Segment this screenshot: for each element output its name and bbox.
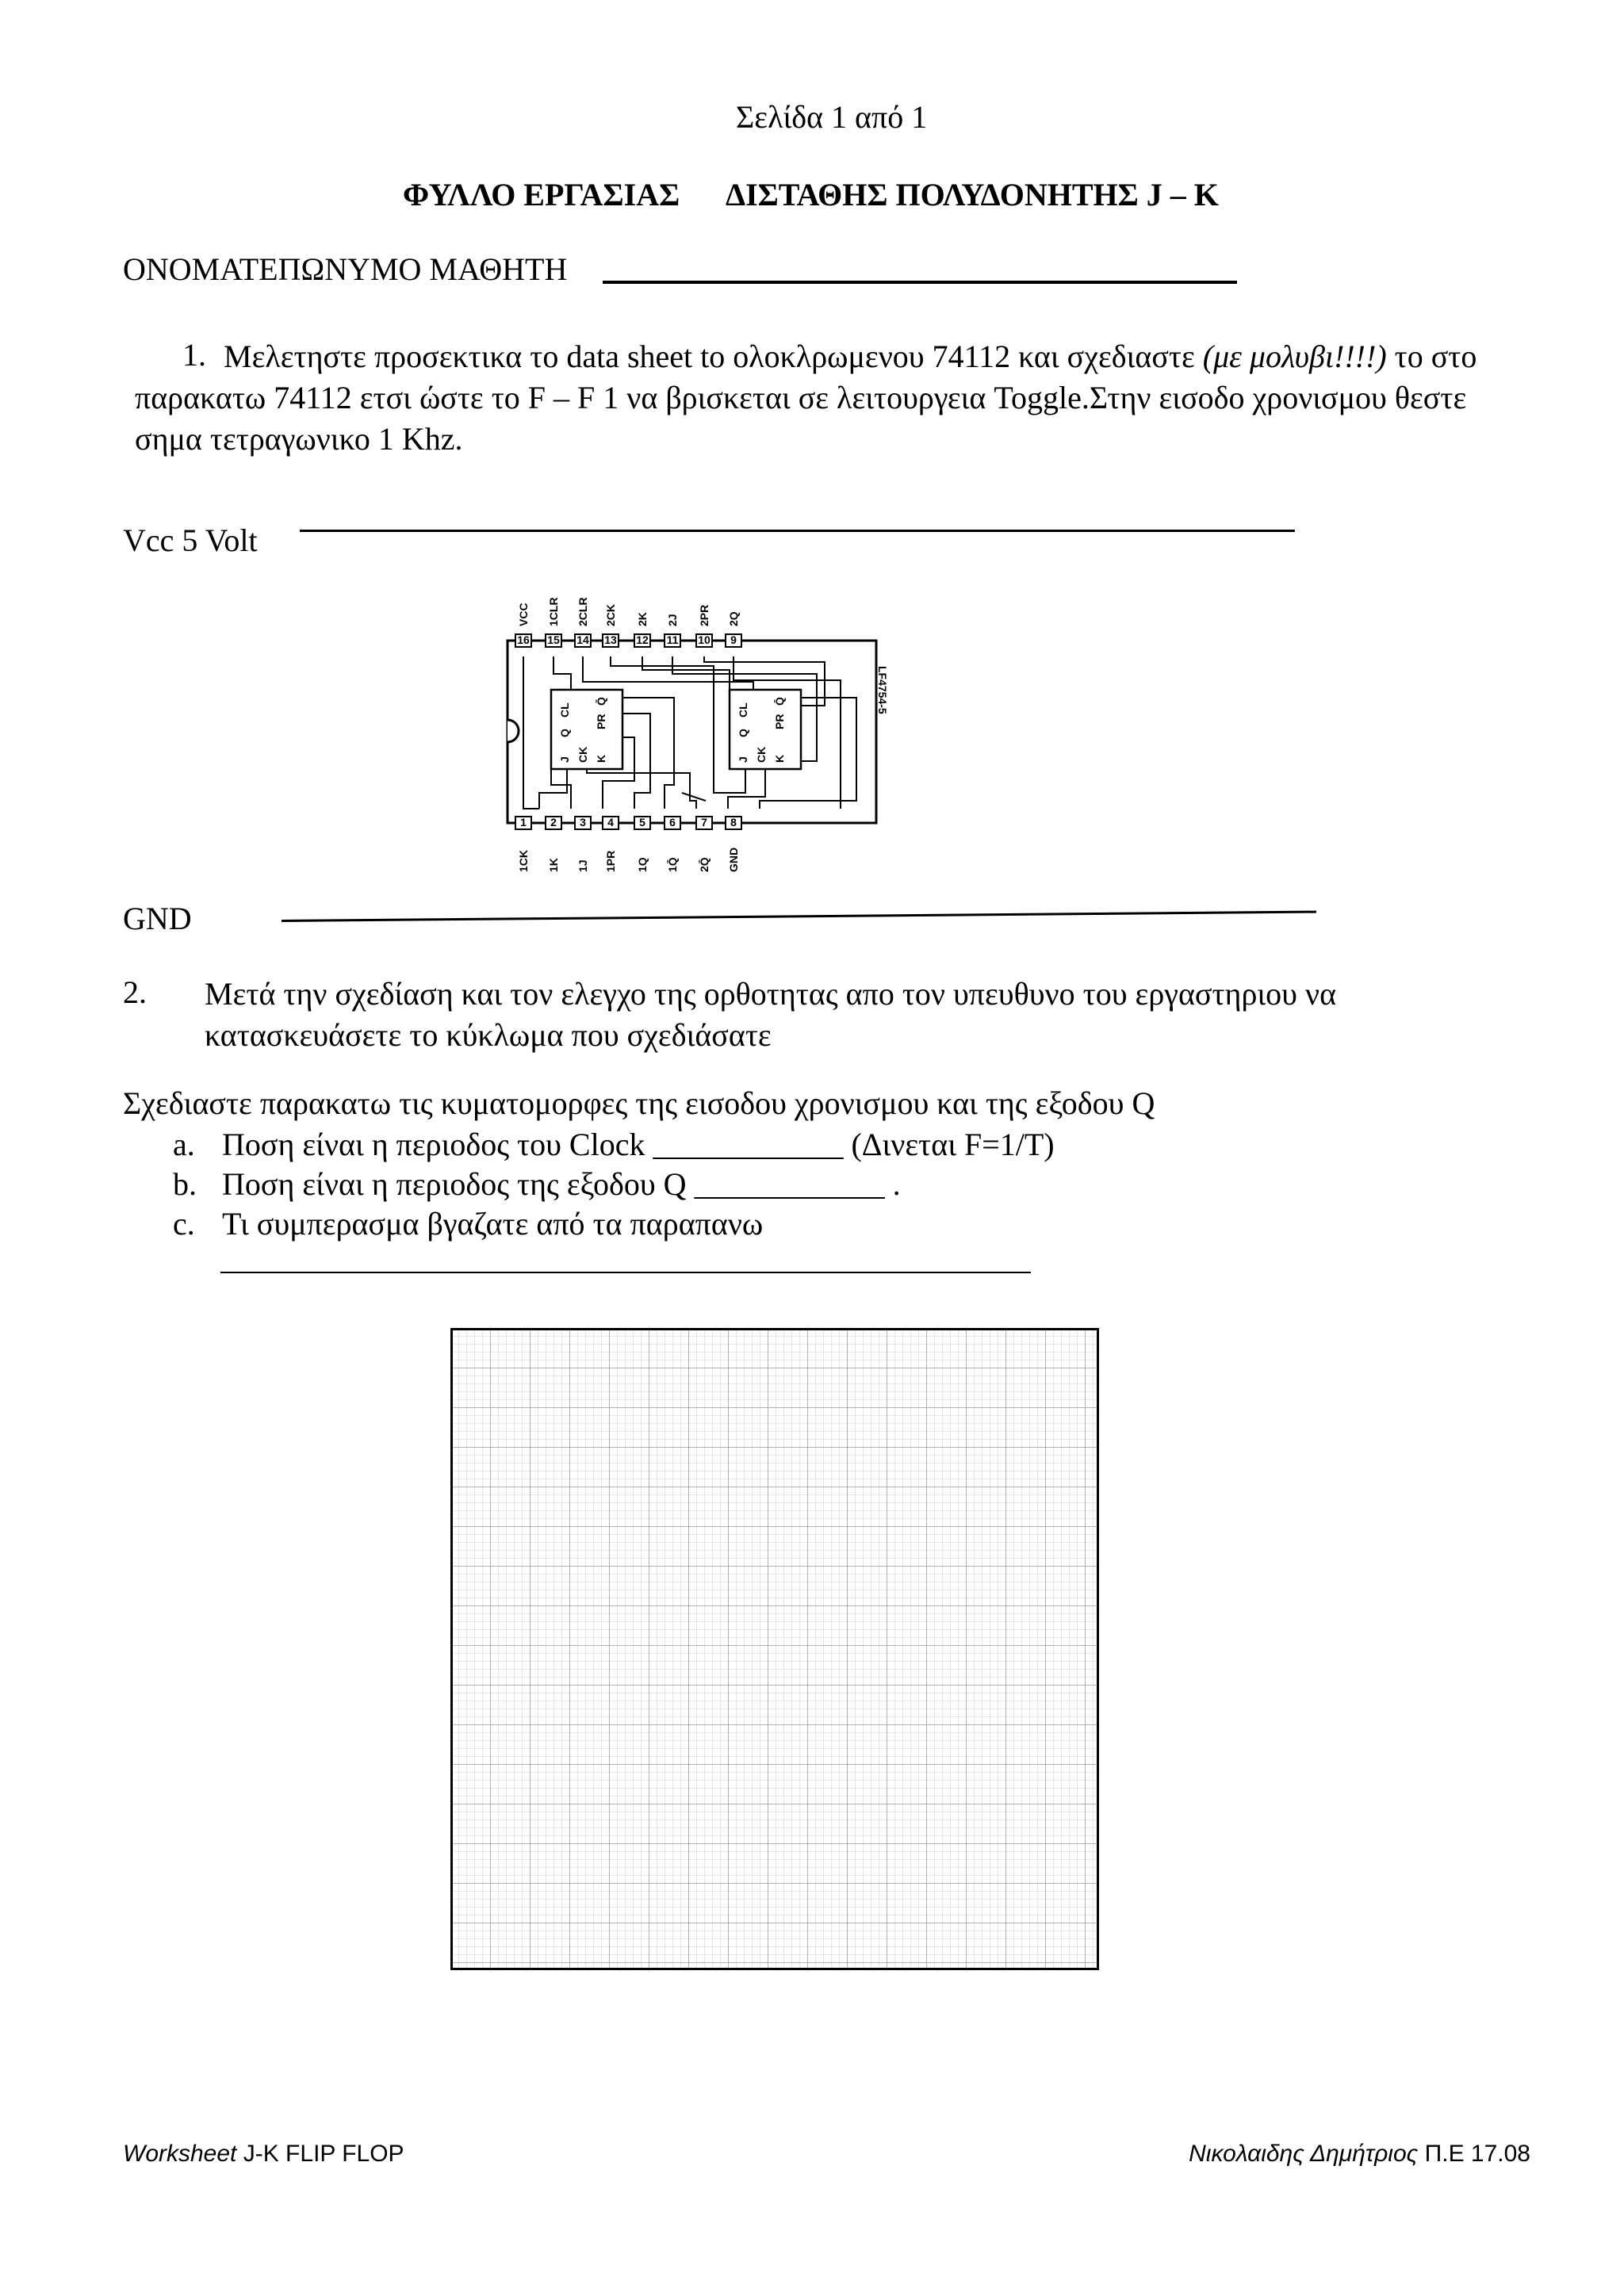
gnd-label: GND — [123, 901, 192, 936]
footer-left-plain: J-K FLIP FLOP — [236, 2141, 404, 2167]
footer-right-italic: Νικολαιδης Δημήτριος — [1189, 2141, 1419, 2167]
sub-item-a-text: Ποση είναι η περιοδος του Clock ____________ (Δινεται F=1/T) — [222, 1127, 1055, 1162]
bottom-pin-label: 1Q — [636, 857, 649, 872]
page-number: Σελίδα 1 από 1 — [736, 99, 928, 135]
ff2-label: PR — [773, 714, 786, 729]
bottom-pin-number: 8 — [730, 816, 737, 828]
ff1-label: K — [595, 754, 607, 763]
ff1-label: CK — [576, 746, 589, 763]
ff1-label: CL — [558, 702, 571, 718]
sub-item-c-letter: c. — [173, 1206, 195, 1242]
sub-item-c-text: Τι συμπερασμα βγαζατε από τα παραπανω — [222, 1206, 764, 1242]
bottom-pin-number: 4 — [607, 816, 614, 828]
flip-flop-labels — [558, 697, 786, 763]
student-name-field[interactable] — [603, 281, 1237, 284]
top-pin-number: 13 — [604, 633, 617, 646]
ff2-label: Q̄ — [773, 697, 786, 706]
top-pin-number: 15 — [547, 633, 560, 646]
q1-text-a: Μελετηστε προσεκτικα το data sheet to ολοκλρωμενου 74112 και σχεδιαστε — [224, 339, 1203, 374]
sub-item-a-letter: a. — [173, 1127, 195, 1162]
ff2-label: J — [737, 756, 749, 763]
bottom-pin-label: 1PR — [604, 850, 617, 872]
top-pin-label: 2PR — [698, 604, 710, 626]
bottom-pin-label: 1CK — [517, 849, 530, 872]
bottom-pin-label: GND — [727, 847, 740, 872]
bottom-pin-label: 1Q̄ — [666, 857, 679, 872]
top-pin-number: 16 — [517, 633, 530, 646]
top-pin-label: 2K — [636, 612, 649, 626]
part-code: LF4754-5 — [876, 666, 889, 714]
title-worksheet: ΦΥΛΛΟ ΕΡΓΑΣΙΑΣ — [403, 177, 680, 212]
conclusion-answer-line[interactable] — [220, 1272, 1031, 1273]
waveform-instruction: Σχεδιαστε παρακατω τις κυματομορφες της εισοδου χρονισμου και της εξοδου Q — [123, 1085, 1155, 1121]
bottom-pin-number: 1 — [520, 816, 527, 828]
ff1-label: J — [558, 756, 571, 763]
q1-text — [135, 336, 1538, 460]
bottom-pin-label: 2Q̄ — [698, 857, 710, 872]
q1-text-b: το στο παρακατω 74112 ετσι ώστε το F – F 1 να βρισκεται σε λειτουργεια Toggle.Στην εισοδο χρονισμου θεστε σημα τετραγωνικο 1 Khz. — [135, 339, 1477, 457]
bottom-pin-number: 5 — [639, 816, 645, 828]
ff2-label: CK — [755, 746, 768, 763]
title-topic: ΔΙΣΤΑΘΗΣ ΠΟΛΥΔΟΝΗΤΗΣ J – K — [726, 177, 1219, 212]
footer-right-plain: Π.Ε 17.08 — [1418, 2141, 1530, 2167]
top-pin-label: 2Q — [727, 611, 740, 626]
bottom-pin-number: 2 — [550, 816, 557, 828]
top-pin-label: 1CLR — [547, 597, 560, 626]
ff1-label: Q̄ — [595, 697, 607, 706]
footer-left-italic: Worksheet — [123, 2141, 237, 2167]
ff2-label: K — [773, 754, 786, 763]
chip-notch — [508, 720, 519, 742]
top-pin-number: 11 — [666, 633, 679, 646]
top-pin-number: 9 — [730, 633, 737, 646]
vcc-rail-line[interactable] — [300, 530, 1295, 532]
bottom-pin-number: 7 — [701, 816, 707, 828]
graph-paper[interactable] — [450, 1328, 1099, 1970]
sub-item-b-text: Ποση είναι η περιοδος της εξοδου Q ____________ . — [222, 1166, 901, 1202]
q1-text-italic: (με μολυβι!!!!) — [1202, 339, 1387, 374]
top-pin-number: 14 — [576, 633, 589, 646]
bottom-pin-label: 1K — [547, 858, 560, 872]
q1-number: 1. — [182, 337, 206, 373]
top-pin-label: 2CK — [604, 603, 617, 626]
bottom-pin-label: 1J — [576, 859, 589, 872]
q2-number: 2. — [123, 974, 147, 1010]
gnd-rail-line[interactable] — [282, 911, 1316, 922]
top-pin-labels — [517, 597, 740, 626]
top-pin-label: 2CLR — [576, 597, 589, 626]
top-pin-label: VCC — [517, 603, 530, 626]
chip-74112-diagram — [492, 555, 896, 888]
top-pin-number: 12 — [636, 633, 649, 646]
internal-wiring — [523, 656, 856, 809]
ff2-label: Q — [737, 729, 749, 737]
student-name-label: ΟΝΟΜΑΤΕΠΩΝΥΜΟ ΜΑΘΗΤΗ — [123, 251, 568, 287]
q2-text: Μετά την σχεδίαση και τον ελεγχο της ορθοτητας απο τον υπευθυνο του εργαστηριου να κατασκευάσετε το κύκλωμα που σχεδιάσατε — [205, 976, 1337, 1053]
bottom-pin-number: 3 — [580, 816, 586, 828]
footer-right — [1189, 2141, 1530, 2168]
ff1-label: PR — [595, 714, 607, 729]
footer-left — [123, 2141, 404, 2168]
bottom-pin-labels — [517, 848, 740, 872]
top-pin-number: 10 — [698, 633, 710, 646]
top-pin-label: 2J — [666, 614, 679, 626]
vcc-label: Vcc 5 Volt — [123, 522, 258, 558]
ff1-label: Q — [558, 729, 571, 737]
sub-item-b-letter: b. — [173, 1166, 197, 1202]
ff2-label: CL — [737, 702, 749, 718]
bottom-pin-number: 6 — [669, 816, 676, 828]
